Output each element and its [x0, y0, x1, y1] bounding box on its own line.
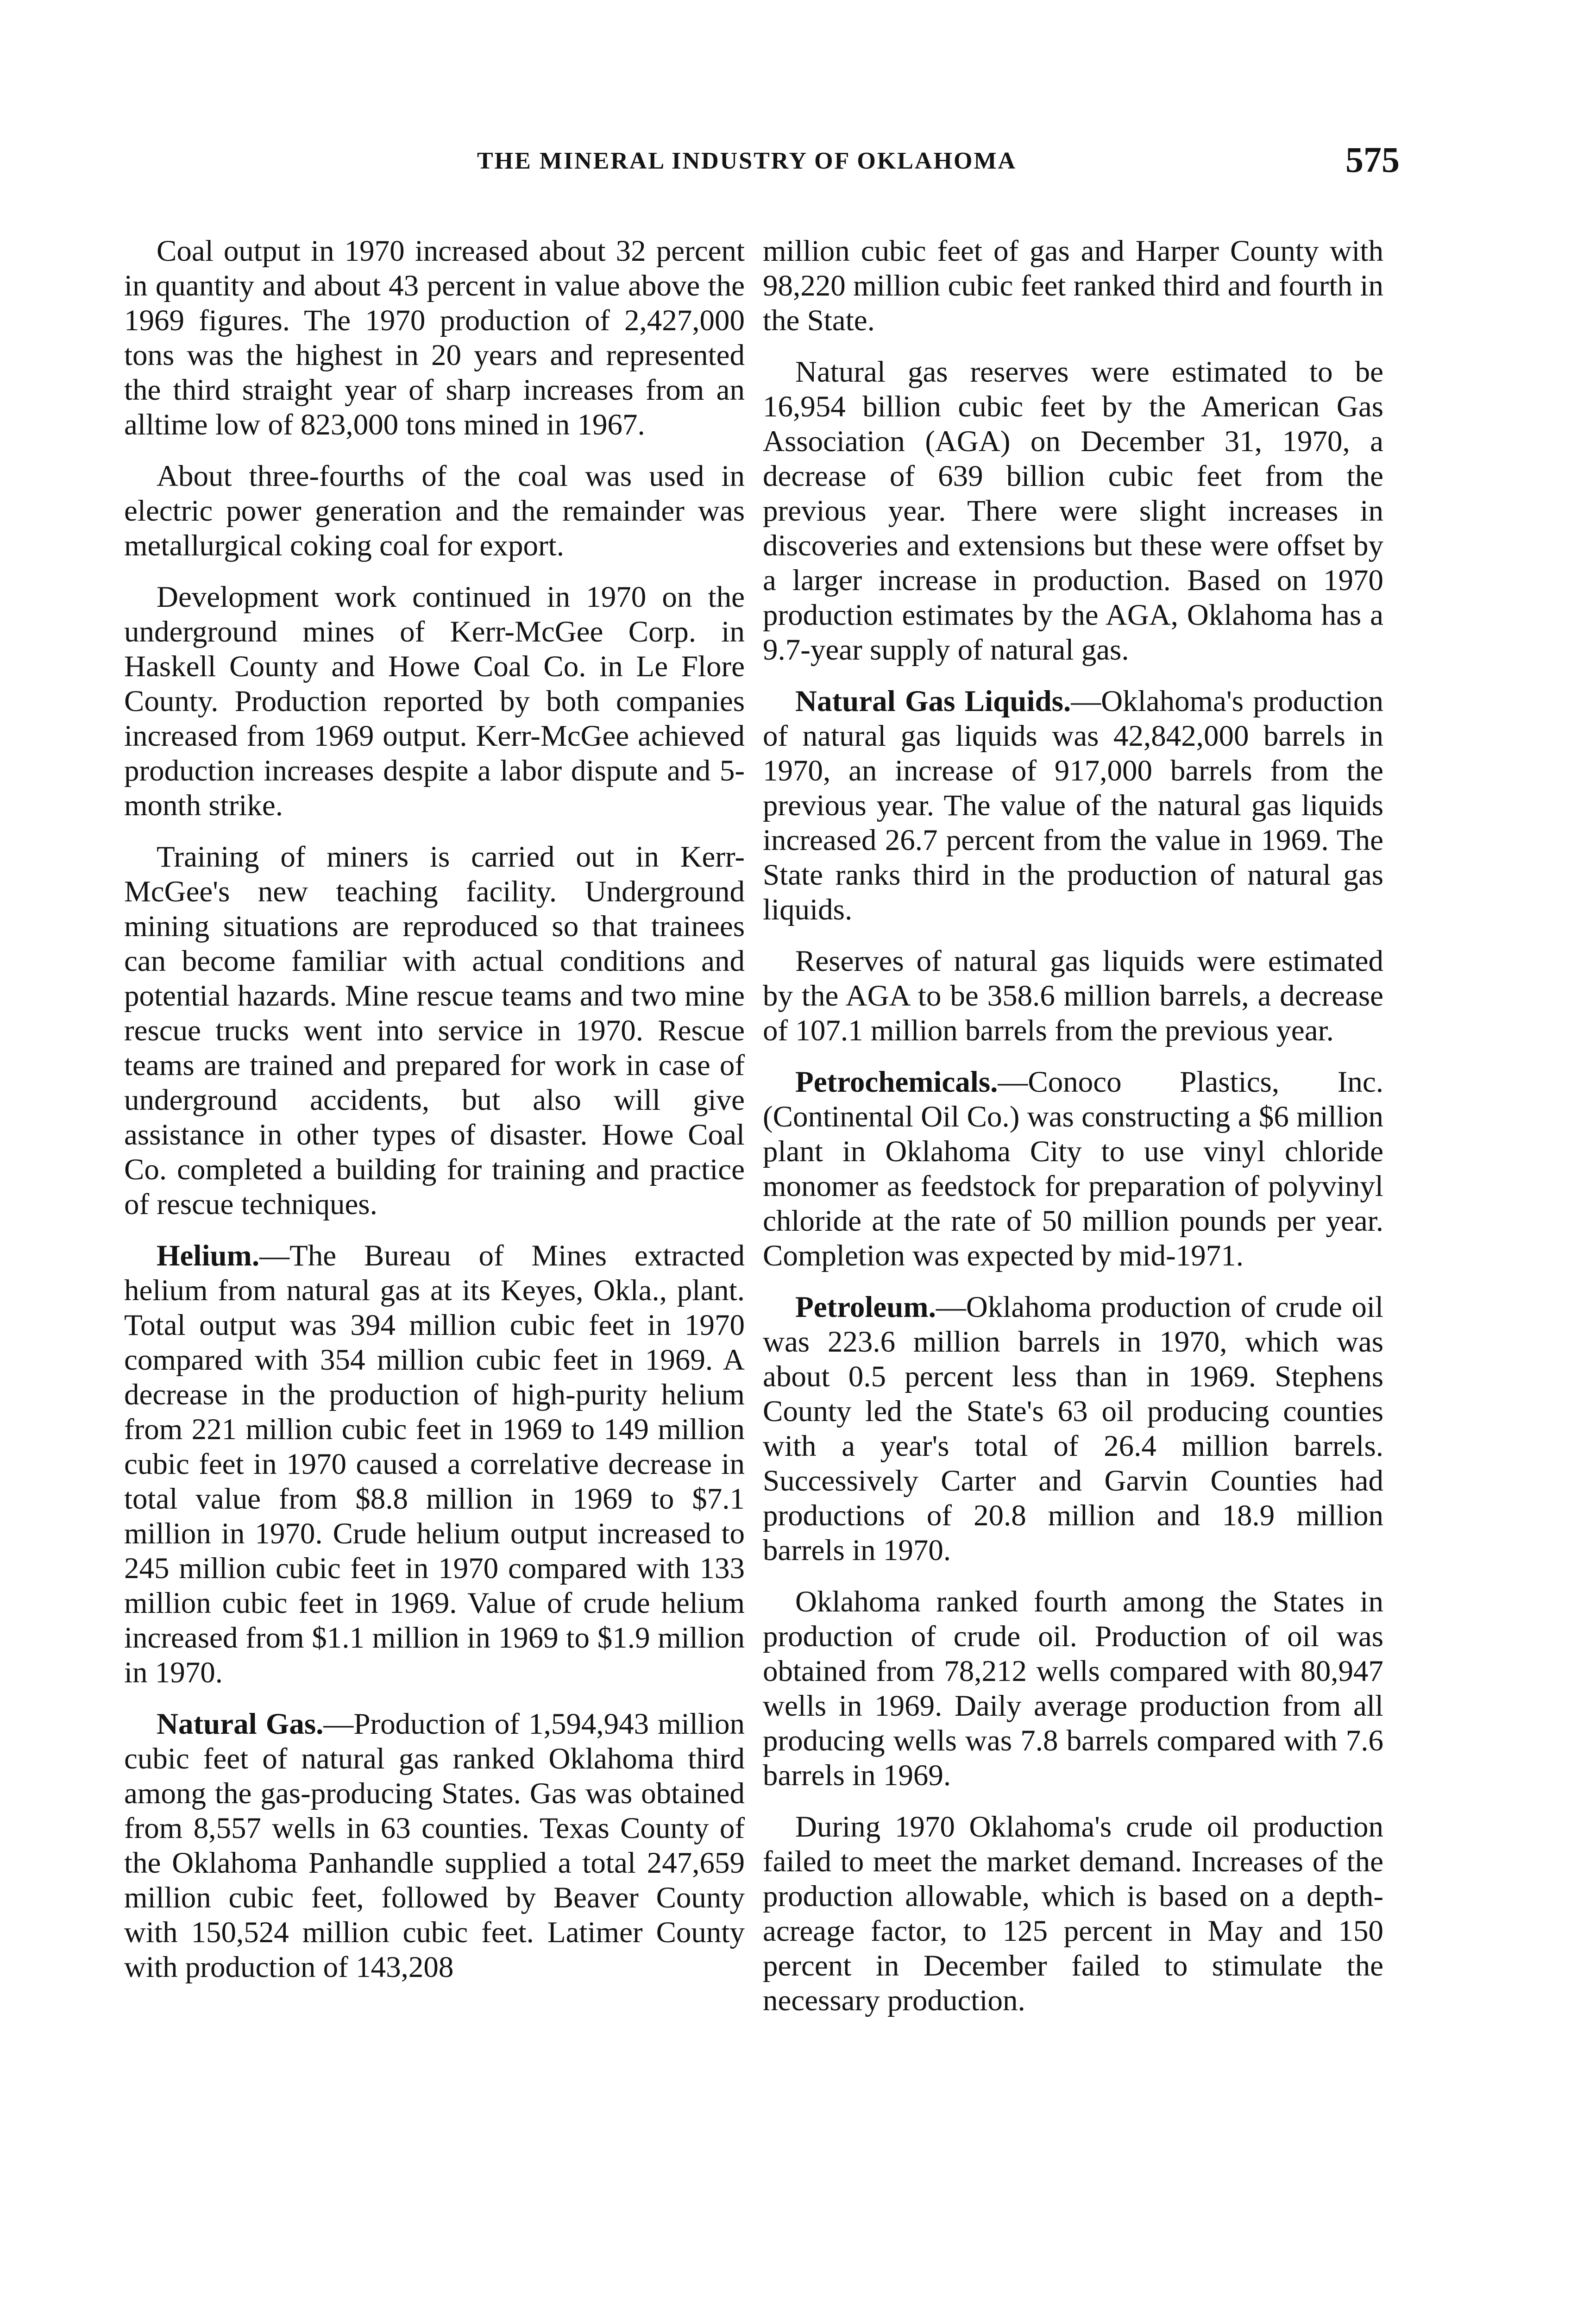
paragraph-petroleum	[763, 1290, 1383, 1568]
section-heading-natural-gas-liquids: Natural Gas Liquids.	[795, 685, 1071, 718]
section-heading-natural-gas: Natural Gas.	[157, 1707, 324, 1741]
paragraph-training: Training of miners is carried out in Kerr-McGee's new teaching facility. Underground mining situations are reproduced so that trainees can become familiar with actual conditions and potential hazards. Mine rescue teams and two mine rescue trucks went into service in 1970. Rescue teams are trained and prepared for work in case of underground accidents, but also will give assistance in other types of disaster. Howe Coal Co. completed a building for training and practice of rescue techniques.	[124, 840, 745, 1221]
section-text-petroleum: —Oklahoma production of crude oil was 223.6 million barrels in 1970, which was about 0.5 percent less than in 1969. Stephens County led the State's 63 oil producing counties with a year's total of 26.4 million barrels. Successively Carter and Garvin Counties had productions of 20.8 million and 18.9 million barrels in 1970.	[763, 1290, 1383, 1567]
page-number: 575	[1345, 139, 1400, 180]
paragraph-market-demand: During 1970 Oklahoma's crude oil production failed to meet the market demand. Increases of the production allowable, which is based on a depth-acreage factor, to 125 percent in May and 150 percent in December failed to stimulate the necessary production.	[763, 1810, 1383, 2017]
section-heading-petroleum: Petroleum.	[795, 1290, 936, 1324]
paragraph-gas-reserves: Natural gas reserves were estimated to be 16,954 billion cubic feet by the American Gas Association (AGA) on December 31, 1970, a decrease of 639 billion cubic feet from the previous year. There were slight increases in discoveries and extensions but these were offset by a larger increase in production. Based on 1970 production estimates by the AGA, Oklahoma has a 9.7-year supply of natural gas.	[763, 355, 1383, 667]
paragraph-oil-ranking: Oklahoma ranked fourth among the States in production of crude oil. Production of oil was obtained from 78,212 wells compared with 80,947 wells in 1969. Daily average production from all producing wells was 7.8 barrels compared with 7.6 barrels in 1969.	[763, 1585, 1383, 1792]
section-text-natural-gas: —Production of 1,594,943 million cubic feet of natural gas ranked Oklahoma third among the gas-producing States. Gas was obtained from 8,557 wells in 63 counties. Texas County of the Oklahoma Panhandle supplied a total 247,659 million cubic feet, followed by Beaver County with 150,524 million cubic feet. Latimer County with production of 143,208	[124, 1707, 745, 1984]
paragraph-coal-usage: About three-fourths of the coal was used in electric power generation and the remainder was metallurgical coking coal for export.	[124, 459, 745, 562]
section-text-helium: —The Bureau of Mines extracted helium from natural gas at its Keyes, Okla., plant. Total output was 394 million cubic feet in 1970 compared with 354 million cubic feet in 1969. A decrease in the production of high-purity helium from 221 million cubic feet in 1969 to 149 million cubic feet in 1970 caused a correlative decrease in total value from $8.8 million in 1969 to $7.1 million in 1970. Crude helium output increased to 245 million cubic feet in 1970 compared with 133 million cubic feet in 1969. Value of crude helium increased from $1.1 million in 1969 to $1.9 million in 1970.	[124, 1239, 745, 1689]
section-text-natural-gas-liquids: —Oklahoma's production of natural gas liquids was 42,842,000 barrels in 1970, an increase of 917,000 barrels from the previous year. The value of the natural gas liquids increased 26.7 percent from the value in 1969. The State ranks third in the production of natural gas liquids.	[763, 685, 1383, 926]
paragraph-petrochemicals	[763, 1065, 1383, 1273]
section-text-petrochemicals: —Conoco Plastics, Inc. (Continental Oil Co.) was constructing a $6 million plant in Oklahoma City to use vinyl chloride monomer as feedstock for preparation of polyvinyl chloride at the rate of 50 million pounds per year. Completion was expected by mid-1971.	[763, 1065, 1383, 1272]
paragraph-ngl-reserves: Reserves of natural gas liquids were estimated by the AGA to be 358.6 million barrels, a decrease of 107.1 million barrels from the previous year.	[763, 944, 1383, 1047]
section-heading-petrochemicals: Petrochemicals.	[795, 1065, 998, 1099]
paragraph-gas-continued: million cubic feet of gas and Harper County with 98,220 million cubic feet ranked third and fourth in the State.	[763, 234, 1383, 337]
running-head: THE MINERAL INDUSTRY OF OKLAHOMA	[477, 148, 1017, 174]
paragraph-helium	[124, 1239, 745, 1690]
paragraph-natural-gas	[124, 1707, 745, 1985]
paragraph-development-work: Development work continued in 1970 on the underground mines of Kerr-McGee Corp. in Haskell County and Howe Coal Co. in Le Flore County. Production reported by both companies increased from 1969 output. Kerr-McGee achieved production increases despite a labor dispute and 5-month strike.	[124, 580, 745, 822]
paragraph-coal-output: Coal output in 1970 increased about 32 percent in quantity and about 43 percent in value above the 1969 figures. The 1970 production of 2,427,000 tons was the highest in 20 years and represented the third straight year of sharp increases from an alltime low of 823,000 tons mined in 1967.	[124, 234, 745, 441]
left-column	[124, 234, 745, 2001]
paragraph-natural-gas-liquids	[763, 684, 1383, 927]
section-heading-helium: Helium.	[157, 1239, 260, 1272]
right-column	[763, 234, 1383, 2035]
